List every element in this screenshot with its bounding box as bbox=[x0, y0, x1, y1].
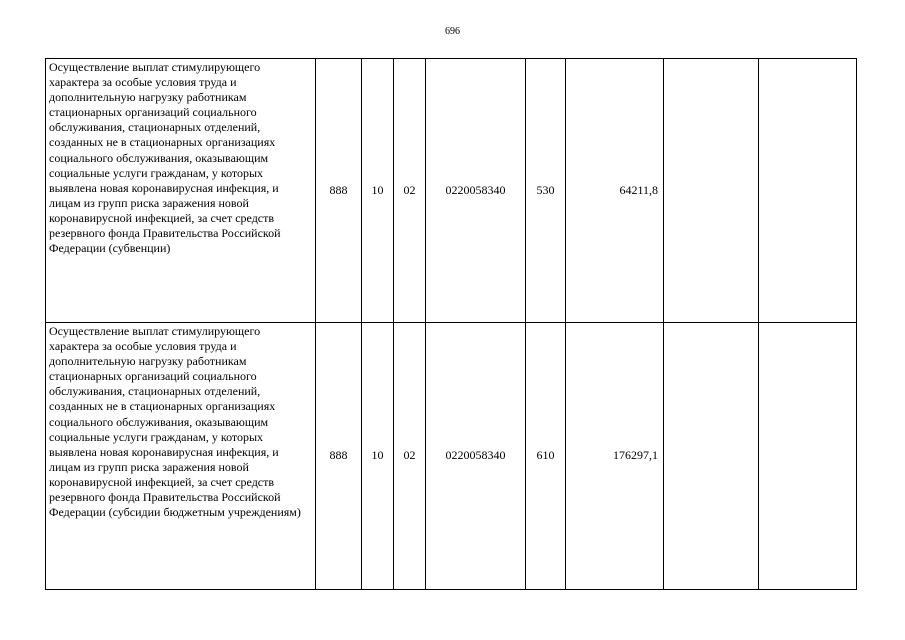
expense-type-code: 610 bbox=[526, 323, 566, 590]
table-row bbox=[46, 323, 857, 590]
expense-type-code: 530 bbox=[526, 59, 566, 323]
target-item-code: 0220058340 bbox=[426, 323, 526, 590]
budget-table bbox=[45, 58, 857, 590]
subsection-code: 02 bbox=[394, 323, 426, 590]
target-item-code: 0220058340 bbox=[426, 59, 526, 323]
row-description: Осуществление выплат стимулирующего характера за особые условия труда и дополнительную нагрузку работникам стационарных организаций социального обслуживания, стационарных отделений, созданных не в стационарных организациях социального обслуживания, оказывающим социальные услуги гражданам, у которых выявлена новая коронавирусная инфекция, и лицам из групп риска заражения новой коронавирусной инфекцией, за счет средств резервного фонда Правительства Российской Федерации (субсидии бюджетным учреждениям) bbox=[46, 323, 316, 590]
subsection-code: 02 bbox=[394, 59, 426, 323]
empty-cell bbox=[759, 323, 857, 590]
empty-cell bbox=[759, 59, 857, 323]
ministry-code: 888 bbox=[316, 323, 362, 590]
amount-cell: 64211,8 bbox=[566, 59, 664, 323]
amount-cell: 176297,1 bbox=[566, 323, 664, 590]
row-description: Осуществление выплат стимулирующего характера за особые условия труда и дополнительную нагрузку работникам стационарных организаций социального обслуживания, стационарных отделений, созданных не в стационарных организациях социального обслуживания, оказывающим социальные услуги гражданам, у которых выявлена новая коронавирусная инфекция, и лицам из групп риска заражения новой коронавирусной инфекцией, за счет средств резервного фонда Правительства Российской Федерации (субвенции) bbox=[46, 59, 316, 323]
page-number: 696 bbox=[445, 26, 460, 37]
section-code: 10 bbox=[362, 323, 394, 590]
ministry-code: 888 bbox=[316, 59, 362, 323]
empty-cell bbox=[664, 323, 759, 590]
empty-cell bbox=[664, 59, 759, 323]
table-row bbox=[46, 59, 857, 323]
section-code: 10 bbox=[362, 59, 394, 323]
